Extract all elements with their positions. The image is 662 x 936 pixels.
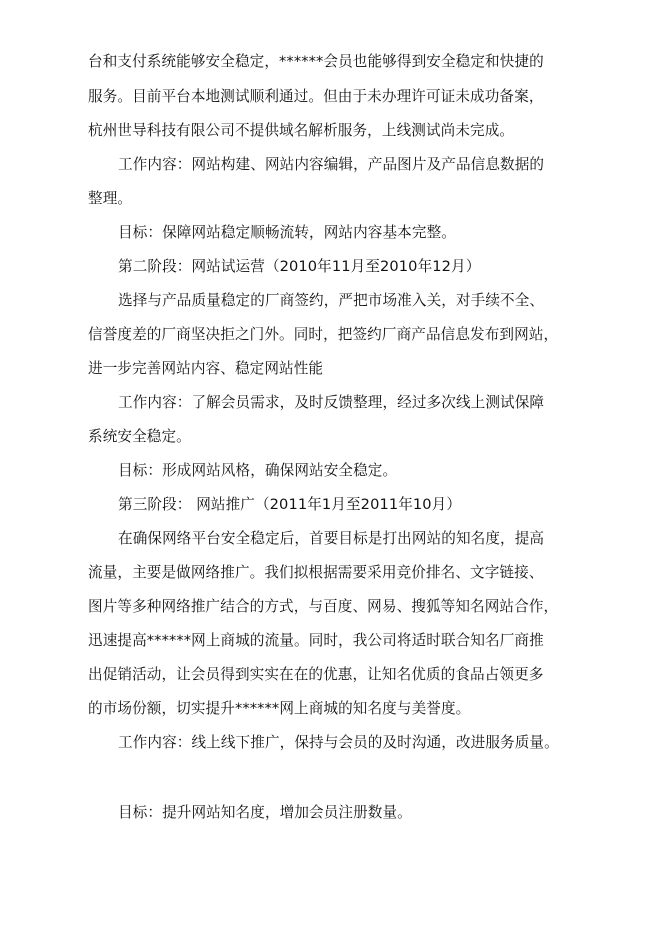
section-heading: 第三阶段： 网站推广（2011年1月至2011年10月） [118, 496, 462, 513]
text-line: 出促销活动，让会员得到实实在在的优惠，让知名优质的食品占领更多 [88, 666, 544, 683]
text-line: 目标：提升网站知名度，增加会员注册数量。 [118, 804, 412, 821]
text-line: 目标：形成网站风格，确保网站安全稳定。 [118, 462, 398, 479]
text-line: 的市场份额，切实提升******网上商城的知名度与美誉度。 [88, 700, 471, 717]
text-line: 进一步完善网站内容、稳定网站性能 [88, 360, 324, 377]
text-line: 台和支付系统能够安全稳定，******会员也能够得到安全稳定和快捷的 [88, 53, 544, 70]
text-line: 工作内容：了解会员需求，及时反馈整理，经过多次线上测试保障 [118, 394, 545, 411]
text-line: 杭州世导科技有限公司不提供域名解析服务，上线测试尚未完成。 [88, 122, 515, 139]
text-line: 目标：保障网站稳定顺畅流转，网站内容基本完整。 [118, 224, 456, 241]
text-line: 选择与产品质量稳定的厂商签约，严把市场准入关，对手续不全、 [118, 292, 545, 309]
section-heading: 第二阶段：网站试运营（2010年11月至2010年12月） [118, 258, 481, 275]
text-line: 工作内容：网站构建、网站内容编辑，产品图片及产品信息数据的 [118, 156, 545, 173]
text-line: 流量，主要是做网络推广。我们拟根据需要采用竞价排名、文字链接、 [88, 564, 544, 581]
text-line: 信誉度差的厂商坚决拒之门外。同时，把签约厂商产品信息发布到网站， [88, 326, 559, 343]
text-line: 在确保网络平台安全稳定后，首要目标是打出网站的知名度，提高 [118, 530, 545, 547]
text-line: 服务。目前平台本地测试顺利通过。但由于未办理许可证未成功备案， [88, 88, 544, 105]
text-line: 整理。 [88, 190, 133, 207]
text-line: 工作内容：线上线下推广，保持与会员的及时沟通，改进服务质量。 [118, 734, 559, 751]
text-line: 图片等多种网络推广结合的方式，与百度、网易、搜狐等知名网站合作， [88, 598, 559, 615]
text-line: 迅速提高******网上商城的流量。同时，我公司将适时联合知名厂商推 [88, 632, 544, 649]
text-line: 系统安全稳定。 [88, 428, 191, 445]
